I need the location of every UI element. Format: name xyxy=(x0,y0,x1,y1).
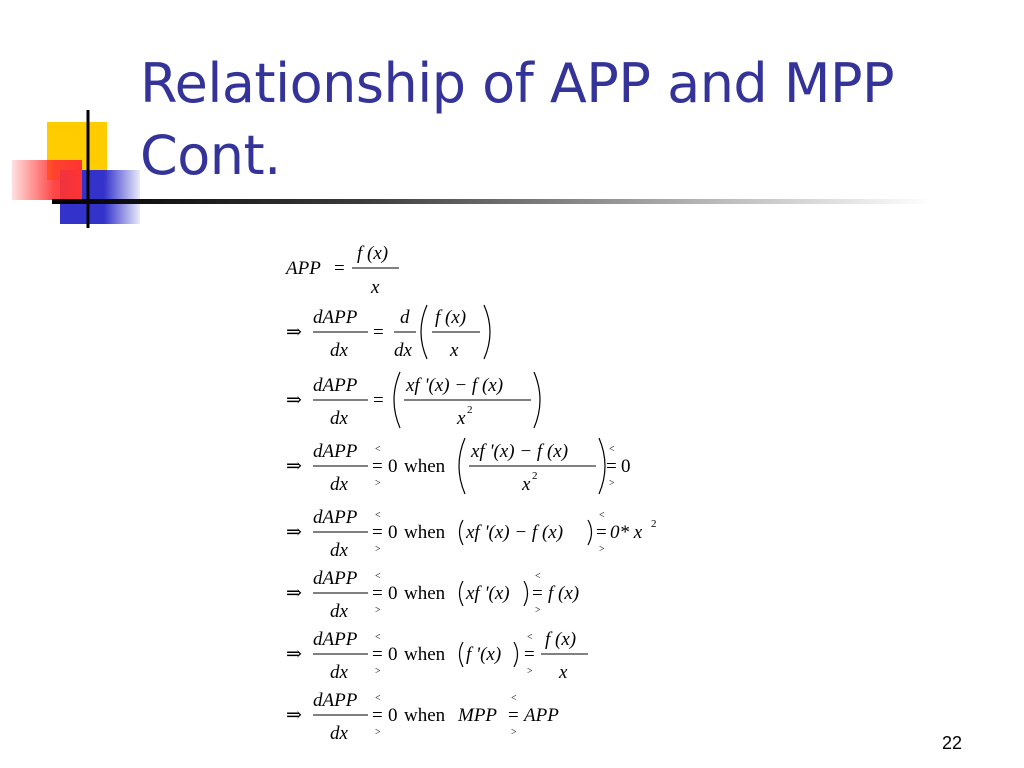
eq3-right-paren xyxy=(534,372,540,428)
eq3-numerator: xf '(x) − f (x) xyxy=(406,375,504,396)
eq7-left-paren xyxy=(460,642,464,667)
eq8-eq: = xyxy=(372,705,383,726)
eq4-eq: = xyxy=(372,456,383,477)
eq2-right-paren xyxy=(484,305,490,359)
eq3-x: x xyxy=(457,408,466,429)
eq6-zero: 0 xyxy=(388,583,398,604)
title-line-2: Cont. xyxy=(140,124,281,187)
eq4-lt2: < xyxy=(609,444,615,455)
equation-6 xyxy=(286,568,579,622)
eq2-equals: = xyxy=(373,322,384,343)
eq8-when: when xyxy=(404,705,446,726)
eq6-right-paren xyxy=(524,581,528,606)
eq8-dapp: dAPP xyxy=(313,690,358,711)
eq8-lt2: < xyxy=(511,693,517,704)
equation-3 xyxy=(286,372,540,429)
eq7-eq2: = xyxy=(524,644,535,665)
eq2-left-paren xyxy=(421,305,427,359)
eq7-dapp: dAPP xyxy=(313,629,358,650)
eq7-implies: ⇒ xyxy=(286,644,302,665)
eq4-left-paren xyxy=(459,438,465,494)
eq4-implies: ⇒ xyxy=(286,456,302,477)
eq4-eq2: = xyxy=(606,456,617,477)
eq5-dx: dx xyxy=(330,540,348,561)
eq2-fx: f (x) xyxy=(435,307,467,328)
eq3-sup2: 2 xyxy=(467,404,473,416)
eq3-left-paren xyxy=(394,372,400,428)
eq4-numerator: xf '(x) − f (x) xyxy=(471,441,569,462)
equation-4 xyxy=(286,438,631,495)
eq8-mpp: MPP xyxy=(458,705,498,726)
eq8-gt: > xyxy=(375,727,381,738)
eq4-gt: > xyxy=(375,478,381,489)
eq1-denominator: x xyxy=(371,277,380,298)
eq7-lt: < xyxy=(375,632,381,643)
eq6-implies: ⇒ xyxy=(286,583,302,604)
eq5-lt2: < xyxy=(599,510,605,521)
eq5-right-paren xyxy=(588,520,592,545)
eq6-dapp: dAPP xyxy=(313,568,358,589)
eq7-gt: > xyxy=(375,666,381,677)
eq8-implies: ⇒ xyxy=(286,705,302,726)
eq1-numerator: f (x) xyxy=(357,243,389,264)
eq5-dapp: dAPP xyxy=(313,507,358,528)
eq4-zero2: 0 xyxy=(621,456,631,477)
eq3-dx: dx xyxy=(330,408,348,429)
eq5-when: when xyxy=(404,522,446,543)
eq4-x: x xyxy=(522,474,531,495)
page-number: 22 xyxy=(942,733,963,753)
eq6-gt: > xyxy=(375,605,381,616)
eq4-lt: < xyxy=(375,444,381,455)
eq5-left-paren xyxy=(460,520,464,545)
eq7-x: x xyxy=(559,662,568,683)
eq5-implies: ⇒ xyxy=(286,522,302,543)
eq8-gt2: > xyxy=(511,727,517,738)
eq6-left-paren xyxy=(460,581,464,606)
eq2-dx: dx xyxy=(330,340,348,361)
eq6-when: when xyxy=(404,583,446,604)
eq2-x: x xyxy=(450,340,459,361)
equation-8 xyxy=(286,690,559,744)
eq4-dapp: dAPP xyxy=(313,441,358,462)
eq4-dx: dx xyxy=(330,474,348,495)
eq6-eq: = xyxy=(372,583,383,604)
eq4-when: when xyxy=(404,456,446,477)
eq5-eq: = xyxy=(372,522,383,543)
eq2-dapp: dAPP xyxy=(313,307,358,328)
eq7-fprime: f '(x) xyxy=(466,644,502,665)
equation-1 xyxy=(284,243,399,298)
eq3-equals: = xyxy=(373,390,384,411)
eq5-eq2: = xyxy=(596,522,607,543)
eq6-dx: dx xyxy=(330,601,348,622)
eq7-gt2: > xyxy=(527,666,533,677)
eq3-implies: ⇒ xyxy=(286,390,302,411)
equation-5 xyxy=(286,507,657,561)
eq2-ddx: dx xyxy=(394,340,412,361)
eq7-when: when xyxy=(404,644,446,665)
eq6-gt2: > xyxy=(535,605,541,616)
eq1-app: APP xyxy=(286,258,321,279)
eq5-sup2: 2 xyxy=(651,518,657,530)
eq5-gt: > xyxy=(375,544,381,555)
eq6-lt: < xyxy=(375,571,381,582)
eq7-eq: = xyxy=(372,644,383,665)
eq4-right-paren xyxy=(599,438,605,494)
eq4-zero: 0 xyxy=(388,456,398,477)
eq5-zero-times: 0* x xyxy=(610,522,643,543)
eq7-dx: dx xyxy=(330,662,348,683)
eq4-gt2: > xyxy=(609,478,615,489)
equation-7 xyxy=(286,629,588,683)
eq8-app: APP xyxy=(524,705,559,726)
eq7-right-paren xyxy=(514,642,518,667)
eq8-eq2: = xyxy=(508,705,519,726)
eq3-dapp: dAPP xyxy=(313,375,358,396)
eq1-equals: = xyxy=(334,258,345,279)
eq5-bracket: xf '(x) − f (x) xyxy=(466,522,564,543)
eq8-dx: dx xyxy=(330,723,348,744)
eq6-lt2: < xyxy=(535,571,541,582)
eq5-zero: 0 xyxy=(388,522,398,543)
eq2-d: d xyxy=(400,307,410,328)
eq7-zero: 0 xyxy=(388,644,398,665)
title-line-1: Relationship of APP and MPP xyxy=(140,52,895,115)
eq6-eq2: = xyxy=(532,583,543,604)
eq7-lt2: < xyxy=(527,632,533,643)
eq4-sup2: 2 xyxy=(532,470,538,482)
eq7-numerator: f (x) xyxy=(545,629,577,650)
eq6-xfprime: xf '(x) xyxy=(466,583,510,604)
eq5-lt: < xyxy=(375,510,381,521)
eq6-fx: f (x) xyxy=(548,583,580,604)
eq8-lt: < xyxy=(375,693,381,704)
equation-2 xyxy=(286,305,490,361)
eq8-zero: 0 xyxy=(388,705,398,726)
eq2-implies: ⇒ xyxy=(286,322,302,343)
eq5-gt2: > xyxy=(599,544,605,555)
